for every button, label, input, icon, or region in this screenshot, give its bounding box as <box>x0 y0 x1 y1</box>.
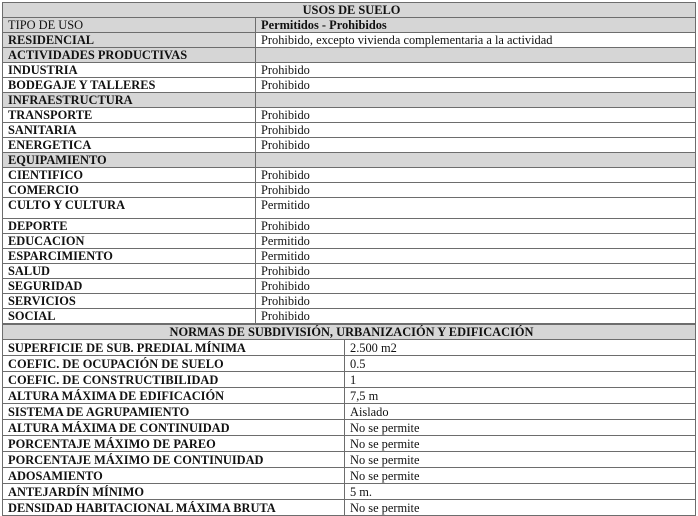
norma-value: 7,5 m <box>345 388 696 404</box>
uso-row <box>3 234 696 249</box>
norma-row <box>3 484 696 500</box>
norma-row <box>3 452 696 468</box>
uso-value: Prohibido <box>256 168 696 183</box>
uso-label: SERVICIOS <box>3 294 256 309</box>
uso-row <box>3 309 696 324</box>
uso-row <box>3 93 696 108</box>
uso-label: ACTIVIDADES PRODUCTIVAS <box>3 48 256 63</box>
norma-row <box>3 420 696 436</box>
uso-row <box>3 294 696 309</box>
usos-title: USOS DE SUELO <box>3 3 696 18</box>
norma-value: 2.500 m2 <box>345 340 696 356</box>
normas-table <box>2 324 696 516</box>
uso-row <box>3 279 696 294</box>
norma-row <box>3 436 696 452</box>
usos-header-row <box>3 18 696 33</box>
norma-value: Aislado <box>345 404 696 420</box>
uso-label: CULTO Y CULTURA <box>3 198 256 219</box>
uso-row <box>3 123 696 138</box>
uso-label: BODEGAJE Y TALLERES <box>3 78 256 93</box>
uso-value: Prohibido <box>256 63 696 78</box>
norma-label: PORCENTAJE MÁXIMO DE CONTINUIDAD <box>3 452 345 468</box>
uso-value: Prohibido <box>256 108 696 123</box>
norma-value: No se permite <box>345 468 696 484</box>
uso-value: Prohibido <box>256 264 696 279</box>
norma-value: No se permite <box>345 500 696 516</box>
norma-value: 1 <box>345 372 696 388</box>
norma-row <box>3 340 696 356</box>
uso-value: Prohibido <box>256 219 696 234</box>
uso-label: INFRAESTRUCTURA <box>3 93 256 108</box>
land-use-document <box>2 2 695 516</box>
uso-value: Prohibido <box>256 78 696 93</box>
norma-value: 0.5 <box>345 356 696 372</box>
uso-value: Permitido <box>256 198 696 219</box>
norma-row <box>3 372 696 388</box>
norma-row <box>3 356 696 372</box>
uso-value: Prohibido <box>256 138 696 153</box>
uso-row <box>3 264 696 279</box>
uso-label: ENERGETICA <box>3 138 256 153</box>
uso-value <box>256 93 696 108</box>
uso-value <box>256 48 696 63</box>
uso-label: RESIDENCIAL <box>3 33 256 48</box>
uso-row <box>3 219 696 234</box>
uso-value: Permitido <box>256 234 696 249</box>
norma-value: 5 m. <box>345 484 696 500</box>
col-permitidos-prohibidos: Permitidos - Prohibidos <box>256 18 696 33</box>
normas-title-row <box>3 325 696 340</box>
norma-label: ALTURA MÁXIMA DE EDIFICACIÓN <box>3 388 345 404</box>
norma-label: DENSIDAD HABITACIONAL MÁXIMA BRUTA <box>3 500 345 516</box>
norma-row <box>3 468 696 484</box>
uso-value: Prohibido <box>256 183 696 198</box>
col-tipo-de-uso: TIPO DE USO <box>3 18 256 33</box>
uso-value: Prohibido <box>256 309 696 324</box>
uso-row <box>3 183 696 198</box>
uso-value: Prohibido <box>256 123 696 138</box>
uso-row <box>3 138 696 153</box>
normas-title: NORMAS DE SUBDIVISIÓN, URBANIZACIÓN Y EDIFICACIÓN <box>3 325 696 340</box>
uso-value <box>256 153 696 168</box>
uso-label: EDUCACION <box>3 234 256 249</box>
uso-label: SOCIAL <box>3 309 256 324</box>
uso-row <box>3 249 696 264</box>
uso-value: Prohibido <box>256 294 696 309</box>
norma-label: COEFIC. DE CONSTRUCTIBILIDAD <box>3 372 345 388</box>
uso-label: INDUSTRIA <box>3 63 256 78</box>
uso-row <box>3 108 696 123</box>
usos-de-suelo-table <box>2 2 696 324</box>
uso-label: SANITARIA <box>3 123 256 138</box>
uso-row <box>3 48 696 63</box>
uso-row <box>3 153 696 168</box>
uso-label: SEGURIDAD <box>3 279 256 294</box>
uso-row <box>3 168 696 183</box>
norma-label: ANTEJARDÍN MÍNIMO <box>3 484 345 500</box>
usos-title-row <box>3 3 696 18</box>
norma-label: PORCENTAJE MÁXIMO DE PAREO <box>3 436 345 452</box>
norma-row <box>3 500 696 516</box>
uso-value: Permitido <box>256 249 696 264</box>
uso-row <box>3 198 696 219</box>
norma-label: SISTEMA DE AGRUPAMIENTO <box>3 404 345 420</box>
uso-label: DEPORTE <box>3 219 256 234</box>
uso-label: EQUIPAMIENTO <box>3 153 256 168</box>
norma-value: No se permite <box>345 436 696 452</box>
uso-label: CIENTIFICO <box>3 168 256 183</box>
uso-label: TRANSPORTE <box>3 108 256 123</box>
norma-label: ADOSAMIENTO <box>3 468 345 484</box>
norma-label: COEFIC. DE OCUPACIÓN DE SUELO <box>3 356 345 372</box>
norma-label: SUPERFICIE DE SUB. PREDIAL MÍNIMA <box>3 340 345 356</box>
uso-row <box>3 33 696 48</box>
norma-label: ALTURA MÁXIMA DE CONTINUIDAD <box>3 420 345 436</box>
uso-label: SALUD <box>3 264 256 279</box>
norma-value: No se permite <box>345 420 696 436</box>
uso-row <box>3 78 696 93</box>
uso-value: Prohibido, excepto vivienda complementaria a la actividad <box>256 33 696 48</box>
norma-row <box>3 388 696 404</box>
uso-label: ESPARCIMIENTO <box>3 249 256 264</box>
norma-row <box>3 404 696 420</box>
uso-label: COMERCIO <box>3 183 256 198</box>
uso-value: Prohibido <box>256 279 696 294</box>
uso-row <box>3 63 696 78</box>
norma-value: No se permite <box>345 452 696 468</box>
